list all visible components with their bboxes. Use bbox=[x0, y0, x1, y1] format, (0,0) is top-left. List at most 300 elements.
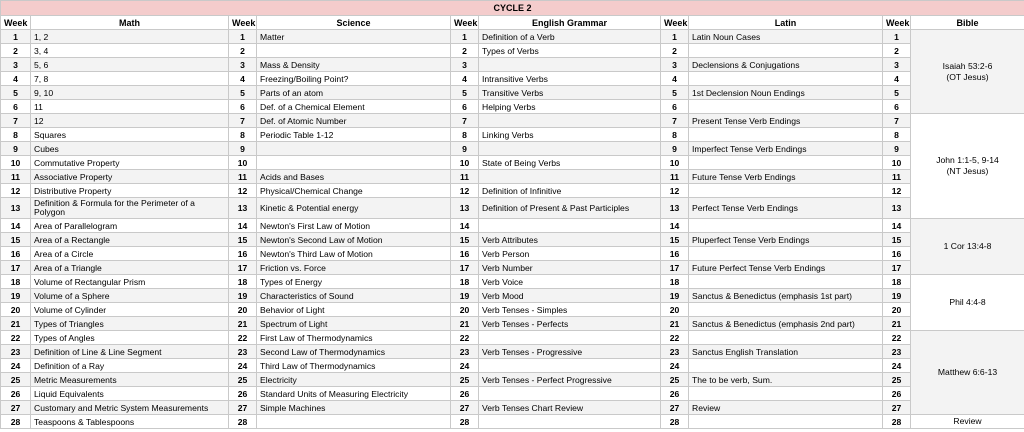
table-row bbox=[1, 219, 1024, 233]
week-cell: 22 bbox=[451, 331, 479, 345]
grammar-cell: Transitive Verbs bbox=[479, 86, 661, 100]
science-cell: Spectrum of Light bbox=[257, 317, 451, 331]
week-cell: 23 bbox=[661, 345, 689, 359]
latin-cell: Sanctus English Translation bbox=[689, 345, 883, 359]
week-cell: 24 bbox=[1, 359, 31, 373]
header-week: Week bbox=[451, 16, 479, 30]
week-cell: 22 bbox=[883, 331, 911, 345]
week-cell: 20 bbox=[451, 303, 479, 317]
grammar-cell: Types of Verbs bbox=[479, 44, 661, 58]
week-cell: 17 bbox=[1, 261, 31, 275]
week-cell: 21 bbox=[883, 317, 911, 331]
latin-cell: The to be verb, Sum. bbox=[689, 373, 883, 387]
table-row bbox=[1, 303, 1024, 317]
week-cell: 26 bbox=[229, 387, 257, 401]
grammar-cell: Verb Attributes bbox=[479, 233, 661, 247]
science-cell: Freezing/Boiling Point? bbox=[257, 72, 451, 86]
math-cell: Customary and Metric System Measurements bbox=[31, 401, 229, 415]
grammar-cell bbox=[479, 58, 661, 72]
week-cell: 1 bbox=[229, 30, 257, 44]
bible-passage bbox=[911, 331, 1024, 415]
math-cell: Volume of a Sphere bbox=[31, 289, 229, 303]
week-cell: 15 bbox=[883, 233, 911, 247]
latin-cell bbox=[689, 415, 883, 429]
math-cell: Metric Measurements bbox=[31, 373, 229, 387]
week-cell: 8 bbox=[661, 128, 689, 142]
science-cell bbox=[257, 156, 451, 170]
week-cell: 14 bbox=[661, 219, 689, 233]
week-cell: 24 bbox=[451, 359, 479, 373]
science-cell: Standard Units of Measuring Electricity bbox=[257, 387, 451, 401]
table-row bbox=[1, 114, 1024, 128]
week-cell: 28 bbox=[661, 415, 689, 429]
math-cell: Cubes bbox=[31, 142, 229, 156]
week-cell: 13 bbox=[229, 198, 257, 219]
grammar-cell: Verb Person bbox=[479, 247, 661, 261]
week-cell: 25 bbox=[1, 373, 31, 387]
week-cell: 6 bbox=[229, 100, 257, 114]
latin-cell: Pluperfect Tense Verb Endings bbox=[689, 233, 883, 247]
latin-cell bbox=[689, 359, 883, 373]
week-cell: 7 bbox=[883, 114, 911, 128]
week-cell: 6 bbox=[883, 100, 911, 114]
week-cell: 14 bbox=[451, 219, 479, 233]
week-cell: 5 bbox=[661, 86, 689, 100]
bible-passage-line: 1 Cor 13:4-8 bbox=[943, 241, 992, 251]
week-cell: 28 bbox=[229, 415, 257, 429]
science-cell: Newton's First Law of Motion bbox=[257, 219, 451, 233]
week-cell: 15 bbox=[1, 233, 31, 247]
science-cell: Newton's Second Law of Motion bbox=[257, 233, 451, 247]
table-row bbox=[1, 401, 1024, 415]
bible-passage bbox=[911, 219, 1024, 275]
week-cell: 27 bbox=[1, 401, 31, 415]
math-cell: Associative Property bbox=[31, 170, 229, 184]
week-cell: 16 bbox=[883, 247, 911, 261]
math-cell: 3, 4 bbox=[31, 44, 229, 58]
table-row bbox=[1, 359, 1024, 373]
latin-cell: Imperfect Tense Verb Endings bbox=[689, 142, 883, 156]
science-cell: Acids and Bases bbox=[257, 170, 451, 184]
week-cell: 19 bbox=[451, 289, 479, 303]
week-cell: 7 bbox=[661, 114, 689, 128]
week-cell: 24 bbox=[229, 359, 257, 373]
math-cell: 9, 10 bbox=[31, 86, 229, 100]
week-cell: 25 bbox=[451, 373, 479, 387]
week-cell: 10 bbox=[229, 156, 257, 170]
week-cell: 12 bbox=[883, 184, 911, 198]
math-cell: Definition of Line & Line Segment bbox=[31, 345, 229, 359]
grammar-cell: Verb Tenses Chart Review bbox=[479, 401, 661, 415]
week-cell: 9 bbox=[229, 142, 257, 156]
science-cell bbox=[257, 415, 451, 429]
math-cell: Definition of a Ray bbox=[31, 359, 229, 373]
bible-passage bbox=[911, 30, 1024, 114]
latin-cell bbox=[689, 128, 883, 142]
table-row bbox=[1, 198, 1024, 219]
table-row bbox=[1, 275, 1024, 289]
science-cell: Def. of a Chemical Element bbox=[257, 100, 451, 114]
week-cell: 27 bbox=[229, 401, 257, 415]
table-row bbox=[1, 44, 1024, 58]
week-cell: 12 bbox=[229, 184, 257, 198]
week-cell: 23 bbox=[883, 345, 911, 359]
science-cell: First Law of Thermodynamics bbox=[257, 331, 451, 345]
table-body bbox=[1, 30, 1024, 429]
bible-passage-line: Review bbox=[953, 416, 982, 426]
science-cell bbox=[257, 44, 451, 58]
table-row bbox=[1, 58, 1024, 72]
week-cell: 8 bbox=[883, 128, 911, 142]
table-row bbox=[1, 331, 1024, 345]
math-cell: Distributive Property bbox=[31, 184, 229, 198]
bible-passage bbox=[911, 114, 1024, 219]
week-cell: 9 bbox=[883, 142, 911, 156]
week-cell: 4 bbox=[1, 72, 31, 86]
grammar-cell: Definition of Present & Past Participles bbox=[479, 198, 661, 219]
week-cell: 3 bbox=[883, 58, 911, 72]
week-cell: 15 bbox=[229, 233, 257, 247]
week-cell: 14 bbox=[1, 219, 31, 233]
week-cell: 22 bbox=[229, 331, 257, 345]
math-cell: Types of Angles bbox=[31, 331, 229, 345]
week-cell: 3 bbox=[661, 58, 689, 72]
week-cell: 4 bbox=[883, 72, 911, 86]
week-cell: 1 bbox=[883, 30, 911, 44]
table-row bbox=[1, 142, 1024, 156]
table-row bbox=[1, 247, 1024, 261]
week-cell: 20 bbox=[1, 303, 31, 317]
week-cell: 13 bbox=[883, 198, 911, 219]
science-cell: Characteristics of Sound bbox=[257, 289, 451, 303]
week-cell: 12 bbox=[451, 184, 479, 198]
math-cell: Definition & Formula for the Perimeter of a Polygon bbox=[31, 198, 229, 219]
week-cell: 11 bbox=[883, 170, 911, 184]
math-cell: 11 bbox=[31, 100, 229, 114]
table-row bbox=[1, 317, 1024, 331]
latin-cell: Review bbox=[689, 401, 883, 415]
math-cell: Area of a Rectangle bbox=[31, 233, 229, 247]
week-cell: 21 bbox=[1, 317, 31, 331]
week-cell: 11 bbox=[1, 170, 31, 184]
bible-passage-line: Phil 4:4-8 bbox=[949, 297, 986, 307]
header-week: Week bbox=[229, 16, 257, 30]
week-cell: 25 bbox=[229, 373, 257, 387]
science-cell: Newton's Third Law of Motion bbox=[257, 247, 451, 261]
grammar-cell: Definition of Infinitive bbox=[479, 184, 661, 198]
week-cell: 20 bbox=[661, 303, 689, 317]
table-row bbox=[1, 233, 1024, 247]
week-cell: 25 bbox=[883, 373, 911, 387]
table-row bbox=[1, 184, 1024, 198]
latin-cell: Present Tense Verb Endings bbox=[689, 114, 883, 128]
bible-passage-line: Isaiah 53:2-6 bbox=[942, 60, 993, 71]
science-cell bbox=[257, 142, 451, 156]
week-cell: 21 bbox=[229, 317, 257, 331]
week-cell: 2 bbox=[451, 44, 479, 58]
table-row bbox=[1, 345, 1024, 359]
table-row bbox=[1, 128, 1024, 142]
week-cell: 16 bbox=[229, 247, 257, 261]
week-cell: 27 bbox=[661, 401, 689, 415]
week-cell: 2 bbox=[661, 44, 689, 58]
week-cell: 17 bbox=[451, 261, 479, 275]
grammar-cell bbox=[479, 142, 661, 156]
week-cell: 17 bbox=[883, 261, 911, 275]
table-row bbox=[1, 373, 1024, 387]
week-cell: 19 bbox=[661, 289, 689, 303]
science-cell: Parts of an atom bbox=[257, 86, 451, 100]
math-cell: 12 bbox=[31, 114, 229, 128]
week-cell: 10 bbox=[883, 156, 911, 170]
table-row bbox=[1, 72, 1024, 86]
math-cell: Volume of Rectangular Prism bbox=[31, 275, 229, 289]
math-cell: Area of a Triangle bbox=[31, 261, 229, 275]
table-row bbox=[1, 415, 1024, 429]
week-cell: 6 bbox=[451, 100, 479, 114]
header-grammar: English Grammar bbox=[479, 16, 661, 30]
week-cell: 23 bbox=[451, 345, 479, 359]
week-cell: 26 bbox=[1, 387, 31, 401]
grammar-cell bbox=[479, 219, 661, 233]
math-cell: 5, 6 bbox=[31, 58, 229, 72]
bible-passage bbox=[911, 275, 1024, 331]
grammar-cell: Verb Tenses - Perfect Progressive bbox=[479, 373, 661, 387]
grammar-cell: Verb Mood bbox=[479, 289, 661, 303]
week-cell: 5 bbox=[451, 86, 479, 100]
week-cell: 26 bbox=[451, 387, 479, 401]
week-cell: 22 bbox=[1, 331, 31, 345]
week-cell: 8 bbox=[451, 128, 479, 142]
science-cell: Third Law of Thermodynamics bbox=[257, 359, 451, 373]
week-cell: 12 bbox=[1, 184, 31, 198]
week-cell: 11 bbox=[451, 170, 479, 184]
latin-cell bbox=[689, 331, 883, 345]
latin-cell bbox=[689, 184, 883, 198]
grammar-cell: Verb Voice bbox=[479, 275, 661, 289]
math-cell: Commutative Property bbox=[31, 156, 229, 170]
grammar-cell: Definition of a Verb bbox=[479, 30, 661, 44]
week-cell: 9 bbox=[451, 142, 479, 156]
week-cell: 5 bbox=[229, 86, 257, 100]
grammar-cell: Verb Tenses - Simples bbox=[479, 303, 661, 317]
math-cell: 1, 2 bbox=[31, 30, 229, 44]
week-cell: 1 bbox=[661, 30, 689, 44]
bible-passage-line: John 1:1-5, 9-14 bbox=[936, 155, 999, 165]
week-cell: 4 bbox=[229, 72, 257, 86]
latin-cell bbox=[689, 247, 883, 261]
science-cell: Electricity bbox=[257, 373, 451, 387]
week-cell: 19 bbox=[883, 289, 911, 303]
math-cell: Liquid Equivalents bbox=[31, 387, 229, 401]
math-cell: Types of Triangles bbox=[31, 317, 229, 331]
table-row bbox=[1, 100, 1024, 114]
grammar-cell: Verb Tenses - Perfects bbox=[479, 317, 661, 331]
week-cell: 11 bbox=[229, 170, 257, 184]
week-cell: 2 bbox=[883, 44, 911, 58]
week-cell: 11 bbox=[661, 170, 689, 184]
week-cell: 13 bbox=[1, 198, 31, 219]
table-row bbox=[1, 170, 1024, 184]
week-cell: 26 bbox=[883, 387, 911, 401]
week-cell: 8 bbox=[1, 128, 31, 142]
week-cell: 7 bbox=[1, 114, 31, 128]
week-cell: 2 bbox=[1, 44, 31, 58]
week-cell: 13 bbox=[451, 198, 479, 219]
latin-cell bbox=[689, 219, 883, 233]
science-cell: Periodic Table 1-12 bbox=[257, 128, 451, 142]
week-cell: 1 bbox=[1, 30, 31, 44]
header-science: Science bbox=[257, 16, 451, 30]
latin-cell: Sanctus & Benedictus (emphasis 2nd part) bbox=[689, 317, 883, 331]
header-bible: Bible bbox=[911, 16, 1024, 30]
grammar-cell bbox=[479, 170, 661, 184]
header-latin: Latin bbox=[689, 16, 883, 30]
latin-cell bbox=[689, 387, 883, 401]
grammar-cell: Intransitive Verbs bbox=[479, 72, 661, 86]
latin-cell: Declensions & Conjugations bbox=[689, 58, 883, 72]
grammar-cell: State of Being Verbs bbox=[479, 156, 661, 170]
science-cell: Types of Energy bbox=[257, 275, 451, 289]
grammar-cell bbox=[479, 387, 661, 401]
week-cell: 1 bbox=[451, 30, 479, 44]
science-cell: Friction vs. Force bbox=[257, 261, 451, 275]
week-cell: 18 bbox=[661, 275, 689, 289]
week-cell: 3 bbox=[1, 58, 31, 72]
week-cell: 18 bbox=[451, 275, 479, 289]
grammar-cell bbox=[479, 415, 661, 429]
week-cell: 24 bbox=[883, 359, 911, 373]
week-cell: 27 bbox=[451, 401, 479, 415]
grammar-cell: Linking Verbs bbox=[479, 128, 661, 142]
week-cell: 28 bbox=[883, 415, 911, 429]
week-cell: 9 bbox=[1, 142, 31, 156]
week-cell: 7 bbox=[451, 114, 479, 128]
grammar-cell: Verb Number bbox=[479, 261, 661, 275]
latin-cell: 1st Declension Noun Endings bbox=[689, 86, 883, 100]
week-cell: 20 bbox=[229, 303, 257, 317]
header-week: Week bbox=[661, 16, 689, 30]
week-cell: 24 bbox=[661, 359, 689, 373]
science-cell: Kinetic & Potential energy bbox=[257, 198, 451, 219]
grammar-cell bbox=[479, 331, 661, 345]
week-cell: 17 bbox=[229, 261, 257, 275]
header-math: Math bbox=[31, 16, 229, 30]
week-cell: 3 bbox=[451, 58, 479, 72]
math-cell: Squares bbox=[31, 128, 229, 142]
week-cell: 28 bbox=[451, 415, 479, 429]
week-cell: 9 bbox=[661, 142, 689, 156]
week-cell: 16 bbox=[1, 247, 31, 261]
week-cell: 14 bbox=[883, 219, 911, 233]
math-cell: Area of a Circle bbox=[31, 247, 229, 261]
week-cell: 7 bbox=[229, 114, 257, 128]
week-cell: 12 bbox=[661, 184, 689, 198]
bible-passage-line: (NT Jesus) bbox=[946, 166, 989, 176]
grammar-cell bbox=[479, 359, 661, 373]
week-cell: 16 bbox=[661, 247, 689, 261]
table-row bbox=[1, 387, 1024, 401]
week-cell: 10 bbox=[661, 156, 689, 170]
bible-passage-line: (OT Jesus) bbox=[946, 71, 989, 82]
latin-cell bbox=[689, 156, 883, 170]
week-cell: 3 bbox=[229, 58, 257, 72]
latin-cell bbox=[689, 72, 883, 86]
latin-cell bbox=[689, 275, 883, 289]
week-cell: 16 bbox=[451, 247, 479, 261]
week-cell: 27 bbox=[883, 401, 911, 415]
table-row bbox=[1, 86, 1024, 100]
table-row bbox=[1, 289, 1024, 303]
table-row bbox=[1, 30, 1024, 44]
week-cell: 21 bbox=[661, 317, 689, 331]
week-cell: 23 bbox=[229, 345, 257, 359]
grammar-cell: Verb Tenses - Progressive bbox=[479, 345, 661, 359]
week-cell: 21 bbox=[451, 317, 479, 331]
sheet-title: CYCLE 2 bbox=[1, 1, 1024, 16]
bible-passage bbox=[911, 415, 1024, 429]
bible-passage-line: Matthew 6:6-13 bbox=[937, 367, 998, 377]
math-cell: Volume of Cylinder bbox=[31, 303, 229, 317]
latin-cell bbox=[689, 303, 883, 317]
week-cell: 5 bbox=[1, 86, 31, 100]
week-cell: 25 bbox=[661, 373, 689, 387]
week-cell: 4 bbox=[661, 72, 689, 86]
science-cell: Matter bbox=[257, 30, 451, 44]
week-cell: 10 bbox=[1, 156, 31, 170]
week-cell: 13 bbox=[661, 198, 689, 219]
science-cell: Def. of Atomic Number bbox=[257, 114, 451, 128]
week-cell: 20 bbox=[883, 303, 911, 317]
week-cell: 15 bbox=[661, 233, 689, 247]
latin-cell: Sanctus & Benedictus (emphasis 1st part) bbox=[689, 289, 883, 303]
science-cell: Second Law of Thermodynamics bbox=[257, 345, 451, 359]
week-cell: 8 bbox=[229, 128, 257, 142]
math-cell: Teaspoons & Tablespoons bbox=[31, 415, 229, 429]
latin-cell bbox=[689, 100, 883, 114]
week-cell: 23 bbox=[1, 345, 31, 359]
week-cell: 6 bbox=[661, 100, 689, 114]
science-cell: Simple Machines bbox=[257, 401, 451, 415]
latin-cell: Perfect Tense Verb Endings bbox=[689, 198, 883, 219]
week-cell: 19 bbox=[1, 289, 31, 303]
latin-cell: Latin Noun Cases bbox=[689, 30, 883, 44]
week-cell: 5 bbox=[883, 86, 911, 100]
week-cell: 26 bbox=[661, 387, 689, 401]
science-cell: Mass & Density bbox=[257, 58, 451, 72]
header-week: Week bbox=[1, 16, 31, 30]
week-cell: 18 bbox=[229, 275, 257, 289]
week-cell: 28 bbox=[1, 415, 31, 429]
week-cell: 22 bbox=[661, 331, 689, 345]
table-row bbox=[1, 261, 1024, 275]
week-cell: 18 bbox=[1, 275, 31, 289]
week-cell: 19 bbox=[229, 289, 257, 303]
grammar-cell: Helping Verbs bbox=[479, 100, 661, 114]
week-cell: 6 bbox=[1, 100, 31, 114]
table-row bbox=[1, 156, 1024, 170]
grammar-cell bbox=[479, 114, 661, 128]
week-cell: 4 bbox=[451, 72, 479, 86]
week-cell: 14 bbox=[229, 219, 257, 233]
math-cell: Area of Parallelogram bbox=[31, 219, 229, 233]
week-cell: 18 bbox=[883, 275, 911, 289]
science-cell: Behavior of Light bbox=[257, 303, 451, 317]
week-cell: 17 bbox=[661, 261, 689, 275]
latin-cell: Future Perfect Tense Verb Endings bbox=[689, 261, 883, 275]
header-week: Week bbox=[883, 16, 911, 30]
week-cell: 10 bbox=[451, 156, 479, 170]
